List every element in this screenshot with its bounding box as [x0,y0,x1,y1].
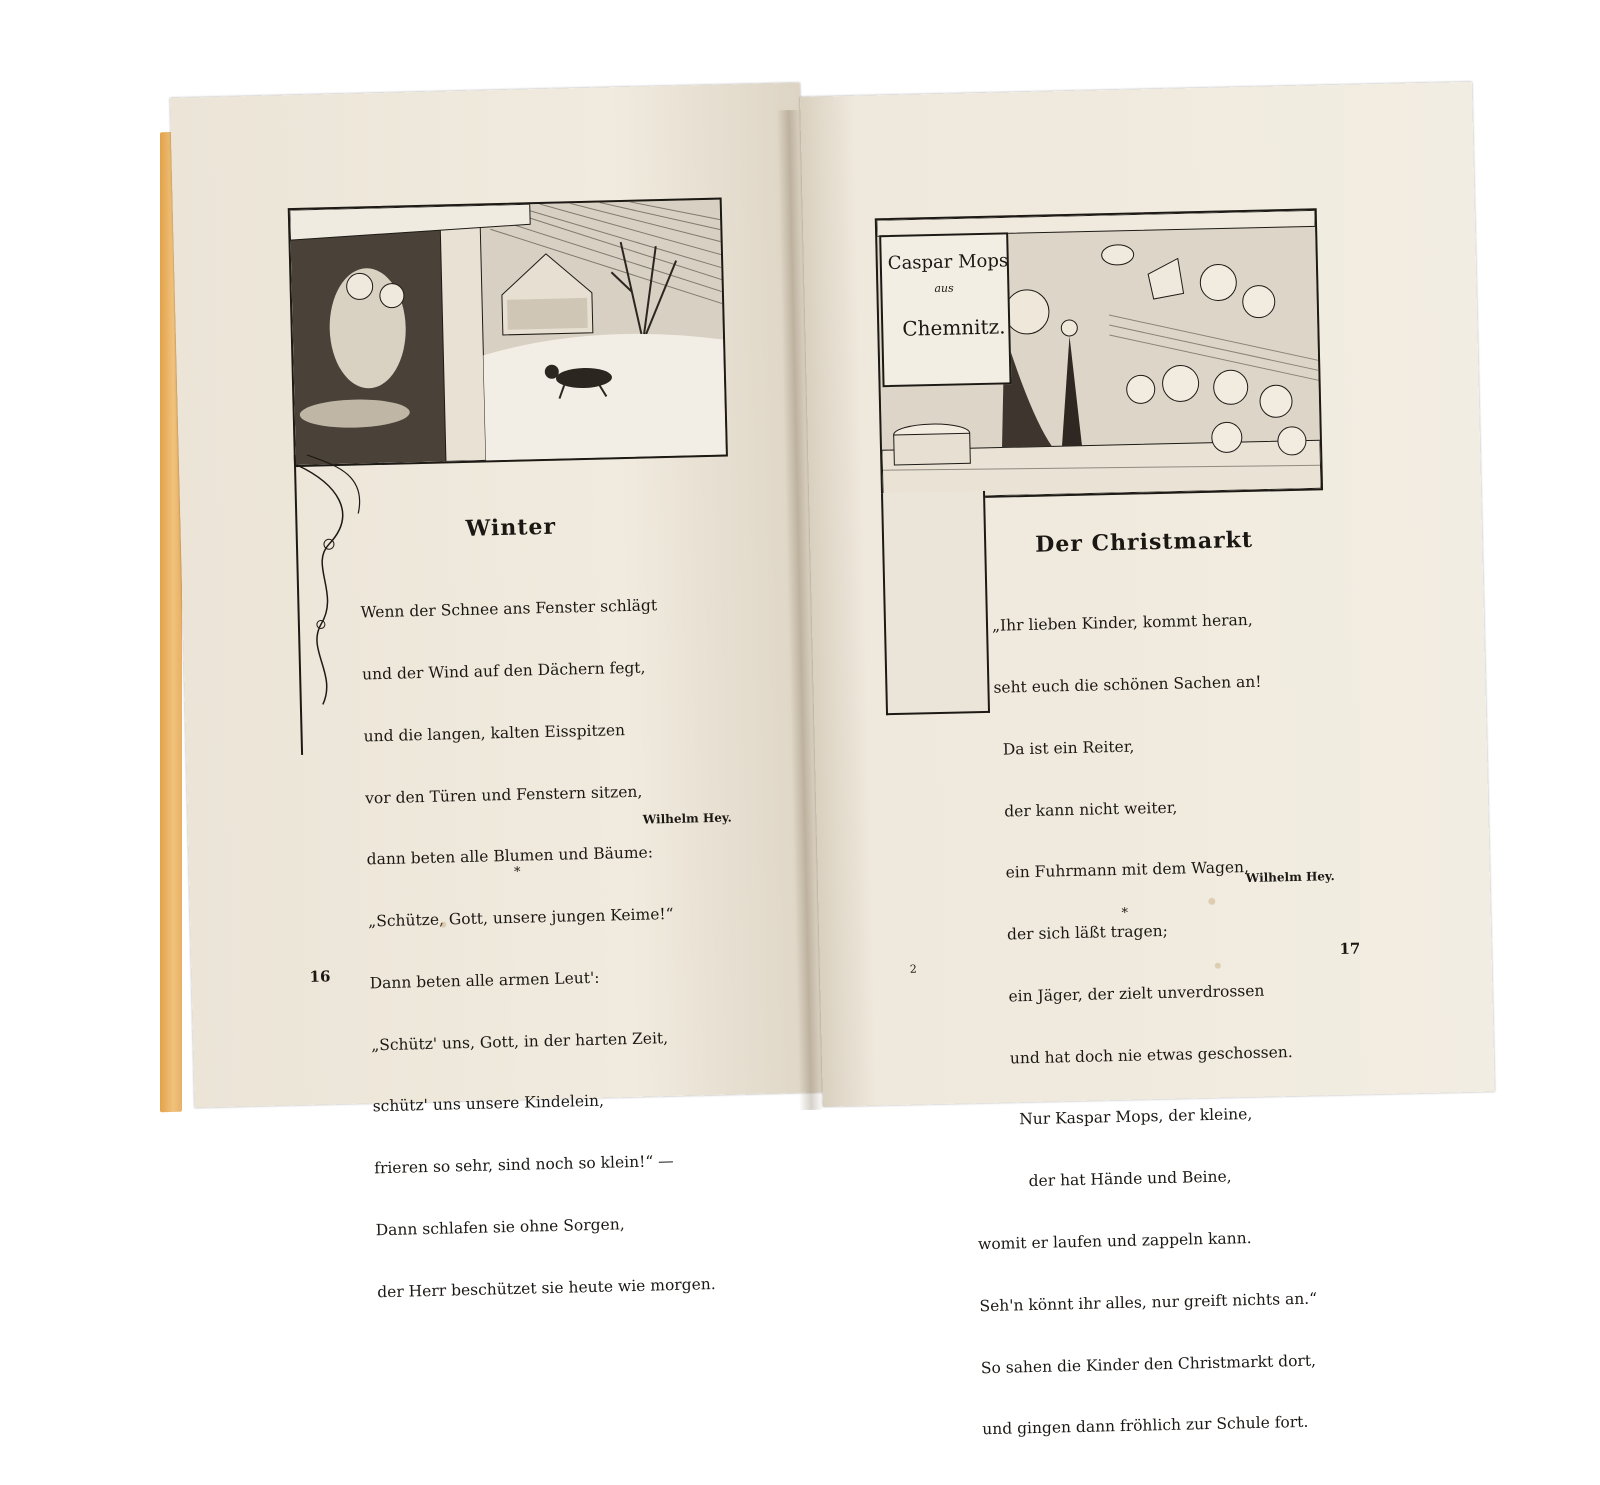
poem-line: Wenn der Schnee ans Fenster schlägt [360,596,658,622]
poem-line: der hat Hände und Beine, [1028,1167,1232,1191]
poem-line: und der Wind auf den Dächern fegt, [361,658,646,684]
poem-line: Dann beten alle armen Leut': [369,968,600,993]
poem-line: der sich läßt tragen; [1006,921,1169,944]
right-page [800,82,1495,1439]
poem-line: Nur Kaspar Mops, der kleine, [1019,1105,1253,1129]
poem-line: Da ist ein Reiter, [1002,737,1135,759]
poem-line: frieren so sehr, sind noch so klein!“ — [373,1152,674,1178]
poem-line: ein Fuhrmann mit dem Wagen, [1005,858,1250,882]
poem-line: „Ihr lieben Kinder, kommt heran, [991,611,1253,635]
winter-illustration [288,198,728,468]
poem-title-winter: Winter [465,513,557,542]
poem-line: ein Jäger, der zielt unverdrossen [1008,981,1265,1006]
ornament-star-right: * [1121,905,1129,921]
poem-line: und hat doch nie etwas geschossen. [1009,1042,1293,1068]
left-page [170,83,824,1302]
page-number-left: 16 [309,967,331,986]
signature-mark: 2 [909,962,917,976]
poem-line: womit er laufen und zappeln kann. [977,1229,1252,1254]
poem-title-christmarkt: Der Christmarkt [1034,526,1254,558]
frame-column [881,491,990,715]
poem-line: der kann nicht weiter, [1004,798,1178,821]
page-number-right: 17 [1339,939,1361,958]
ornament-star-left: * [513,864,521,880]
poem-line: seht euch die schönen Sachen an! [993,672,1262,697]
author-right: Wilhelm Hey. [1245,869,1335,886]
poem-winter [359,553,717,1344]
poem-line: und die langen, kalten Eisspitzen [363,720,626,746]
poem-line: dann beten alle Blumen und Bäume: [366,843,654,869]
poem-line: Seh'n könnt ihr alles, nur greift nichts an.“ [979,1289,1318,1316]
poem-line: und gingen dann fröhlich zur Schule fort. [982,1413,1309,1439]
poem-line: schütz' uns unsere Kindelein, [372,1092,605,1116]
poem-line: der Herr beschützet sie heute wie morgen. [377,1274,716,1302]
poem-line: So sahen die Kinder den Christmarkt dort, [980,1351,1317,1377]
poem-line: „Schütze, Gott, unsere jungen Keime!“ [367,905,674,931]
poem-line: vor den Türen und Fenstern sitzen, [364,782,643,807]
poem-christmarkt [977,568,1321,1481]
sign-line-chemnitz: Chemnitz. [902,314,1006,341]
sign-line-caspar-mops: Caspar Mops [887,250,1009,275]
sign-line-aus: aus [934,281,954,295]
poem-line: „Schütz' uns, Gott, in der harten Zeit, [370,1028,669,1055]
poem-line: Dann schlafen sie ohne Sorgen, [375,1215,625,1240]
author-left: Wilhelm Hey. [642,810,732,827]
